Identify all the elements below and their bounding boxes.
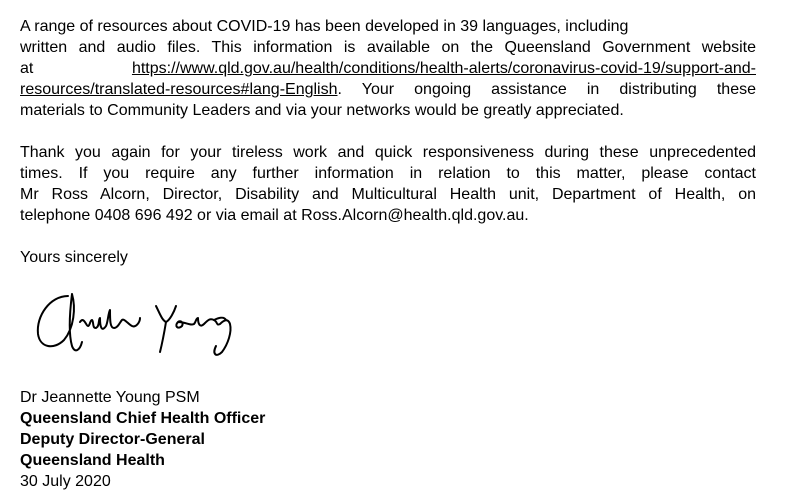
signatory-title-deputy-director-general: Deputy Director-General (20, 431, 205, 448)
signatory-title-chief-health-officer: Queensland Chief Health Officer (20, 410, 266, 427)
para2-line4: telephone 0408 696 492 or via email at Ross.Alcorn@health.qld.gov.au. (20, 207, 529, 224)
para1-line4 (20, 79, 756, 100)
signatory-organisation: Queensland Health (20, 452, 165, 469)
para1-line2: written and audio files. This information is available on the Queensland Government website (20, 39, 756, 56)
para1-line4-suffix: . Your ongoing assistance in distributing these (337, 81, 756, 98)
para1-line3 (20, 58, 756, 79)
signatory-name: Dr Jeannette Young PSM (20, 389, 200, 406)
para1-line5: materials to Community Leaders and via your networks would be greatly appreciated. (20, 102, 624, 119)
letter-date: 30 July 2020 (20, 473, 111, 490)
para2-line3: Mr Ross Alcorn, Director, Disability and Multicultural Health unit, Department of Health, on (20, 186, 756, 203)
resources-link-part1[interactable]: https://www.qld.gov.au/health/conditions/health-alerts/coronavirus-covid-19/support-and- (131, 60, 756, 77)
resources-link-part2[interactable]: resources/translated-resources#lang-English (20, 81, 338, 98)
para2-line1: Thank you again for your tireless work and quick responsiveness during these unprecedented (20, 144, 756, 161)
closing-text: Yours sincerely (20, 249, 128, 266)
para2-line2: times. If you require any further information in relation to this matter, please contact (20, 165, 756, 182)
para1-line3-prefix: at (20, 60, 132, 77)
para1-line1: A range of resources about COVID-19 has been developed in 39 languages, including (20, 18, 629, 35)
handwritten-signature (28, 282, 258, 372)
